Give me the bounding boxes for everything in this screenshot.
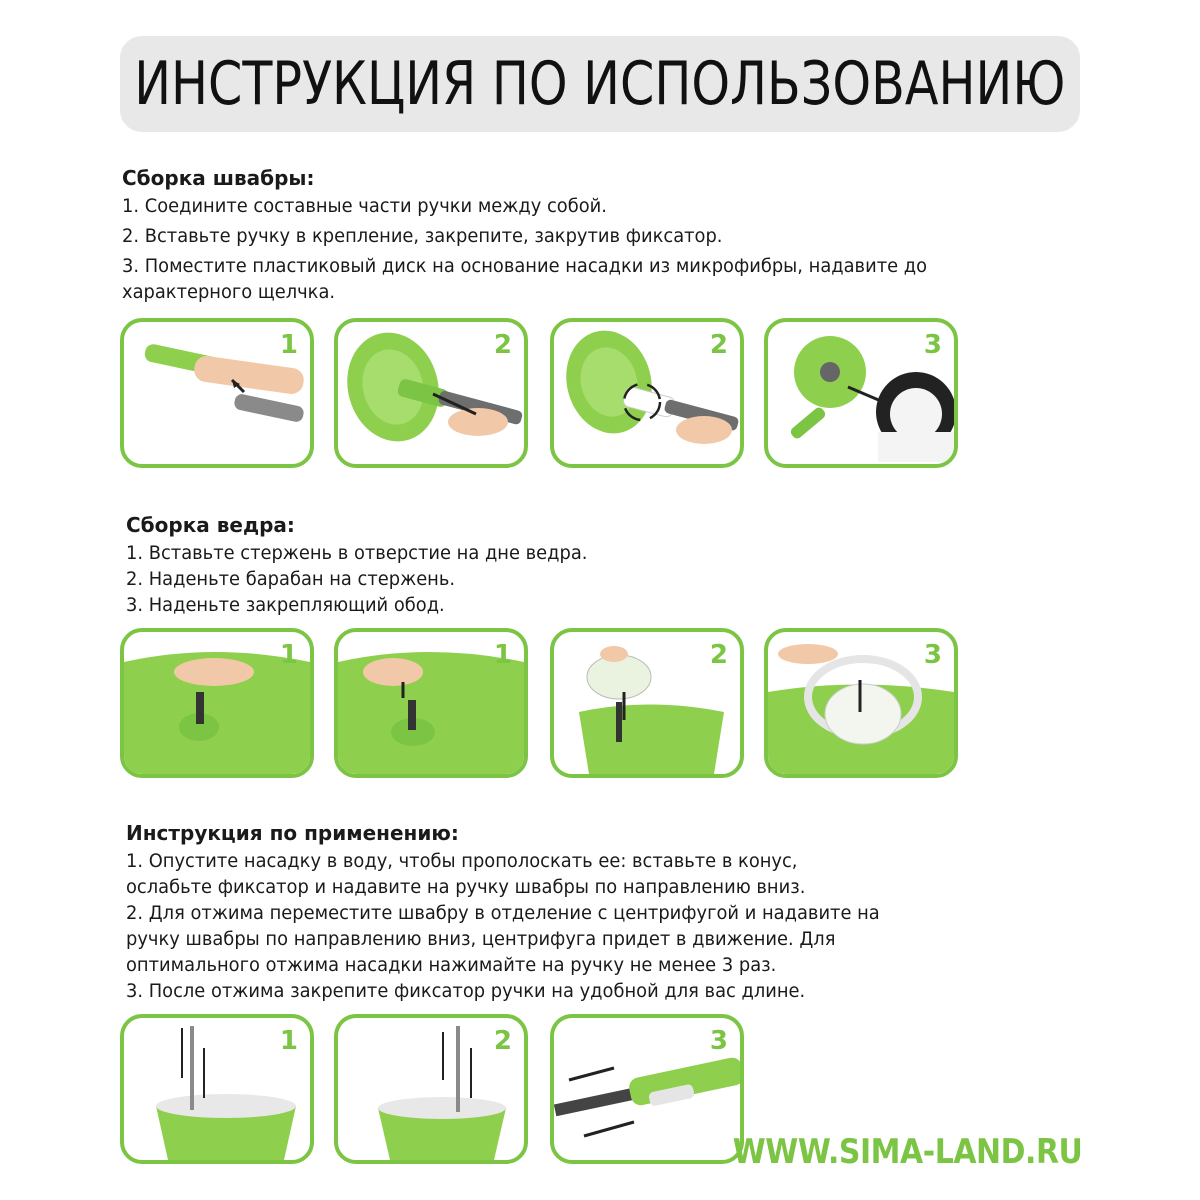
usage-step-3: 3. После отжима закрепите фиксатор ручки на удобной для вас длине. (126, 980, 806, 1002)
bucket-image-2 (334, 628, 528, 778)
usage-step-2: 2. Для отжима переместите швабру в отделение с центрифугой и надавите на ручку швабры по направлению вниз, центрифуга придет в движение. Для оптимального отжима насадки нажимайте на ручку не менее 3 раз. (126, 902, 880, 976)
step-number: 2 (493, 1026, 512, 1056)
usage-heading: Инструкция по применению: (126, 821, 459, 845)
bucket-image-4 (764, 628, 958, 778)
usage-image-2 (334, 1014, 528, 1164)
mop-image-4 (764, 318, 958, 468)
bucket-assembly-section (126, 512, 1086, 618)
bucket-assembly-heading: Сборка ведра: (126, 513, 295, 537)
step-number: 2 (709, 640, 728, 670)
mop-image-2 (334, 318, 528, 468)
step-number: 2 (709, 330, 728, 360)
mop-step-3: 3. Поместите пластиковый диск на основание насадки из микрофибры, надавите до характерного щелчка. (122, 255, 928, 303)
mop-assembly-section (122, 165, 1082, 305)
step-number: 2 (493, 330, 512, 360)
title-banner (120, 36, 1080, 132)
usage-image-3 (550, 1014, 744, 1164)
mop-step-1: 1. Соедините составные части ручки между собой. (122, 195, 607, 217)
step-number: 3 (923, 330, 942, 360)
usage-section (126, 820, 1086, 1004)
usage-step-1: 1. Опустите насадку в воду, чтобы прополоскать ее: вставьте в конус, ослабьте фиксатор и надавите на ручку швабры по направлению вниз. (126, 850, 806, 898)
mop-image-1 (120, 318, 314, 468)
bucket-image-3 (550, 628, 744, 778)
mop-step-2: 2. Вставьте ручку в крепление, закрепите, закрутив фиксатор. (122, 225, 723, 247)
usage-image-1 (120, 1014, 314, 1164)
mop-image-3 (550, 318, 744, 468)
bucket-image-1 (120, 628, 314, 778)
page-title: ИНСТРУКЦИЯ ПО ИСПОЛЬЗОВАНИЮ (134, 49, 1066, 119)
step-number: 1 (279, 330, 298, 360)
step-number: 1 (279, 1026, 298, 1056)
bucket-step-2: 2. Наденьте барабан на стержень. (126, 568, 456, 590)
step-number: 3 (923, 640, 942, 670)
bucket-step-3: 3. Наденьте закрепляющий обод. (126, 594, 445, 616)
step-number: 1 (493, 640, 512, 670)
bucket-step-1: 1. Вставьте стержень в отверстие на дне ведра. (126, 542, 588, 564)
footer-url: WWW.SIMA-LAND.RU (732, 1132, 1082, 1172)
step-number: 3 (709, 1026, 728, 1056)
mop-assembly-heading: Сборка швабры: (122, 166, 315, 190)
step-number: 1 (279, 640, 298, 670)
